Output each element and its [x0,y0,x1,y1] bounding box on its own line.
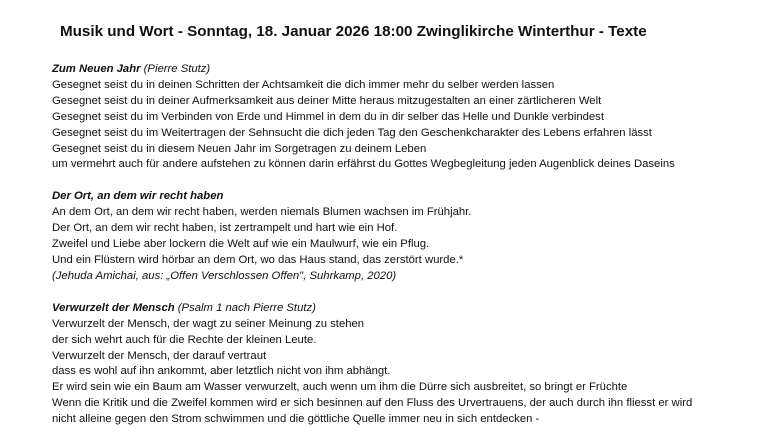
text-line: Verwurzelt der Mensch, der darauf vertraut [52,349,267,362]
section-title: Verwurzelt der Mensch [52,301,175,314]
citation: (Jehuda Amichai, aus: „Offen Verschlossen Offen", Suhrkamp, 2020) [52,269,397,282]
section-heading [52,62,762,78]
text-line: Gesegnet seist du im Weitertragen der Sehnsucht die dich jeden Tag den Geschenkcharakter des Lebens erfahren lässt [52,126,652,139]
section-heading [52,301,762,317]
text-line: nicht alleine gegen den Strom schwimmen und die göttliche Quelle immer neu in sich entdecken - [52,413,540,426]
section-author: (Psalm 1 nach Pierre Stutz) [177,301,316,314]
text-line: An dem Ort, an dem wir recht haben, werden niemals Blumen wachsen im Frühjahr. [52,206,472,219]
text-line: Er wird sein wie ein Baum am Wasser verwurzelt, auch wenn um ihm die Dürre sich ausbreitet, so bringt er Früchte [52,381,628,394]
text-line: Verwurzelt der Mensch, der wagt zu seiner Meinung zu stehen [52,317,365,330]
section-author: (Pierre Stutz) [143,63,211,75]
section-heading [52,189,762,205]
text-line: Und ein Flüstern wird hörbar an dem Ort, wo das Haus stand, das zerstört wurde.* [52,253,464,266]
document-body [52,62,762,444]
text-line: um vermehrt auch für andere aufstehen zu können darin erfährst du Gottes Wegbegleitung jeden Augenblick deines Daseins [52,158,675,171]
text-line: Wenn die Kritik und die Zweifel kommen wird er sich besinnen auf den Fluss des Urvertrauens, der auch durch ihn fliesst er wird [52,397,693,410]
text-line: Gesegnet seist du in deiner Aufmerksamkeit aus deiner Mitte heraus mitzugestalten an einer zärtlicheren Welt [52,94,602,107]
text-line: dass es wohl auf ihn ankommt, aber letztlich nicht von ihm abhängt. [52,365,391,378]
section-der-ort [52,189,762,284]
page-title: Musik und Wort - Sonntag, 18. Januar 2026 18:00 Zwinglikirche Winterthur - Texte [60,23,647,40]
section-zum-neuen-jahr [52,62,762,173]
text-line: Der Ort, an dem wir recht haben, ist zertrampelt und hart wie ein Hof. [52,222,398,235]
text-line: Gesegnet seist du im Verbinden von Erde und Himmel in dem du in dir selber das Helle und Dunkle verbindest [52,110,604,123]
section-title: Zum Neuen Jahr [52,63,141,75]
text-line: Gesegnet seist du in diesem Neuen Jahr im Sorgetragen zu deinem Leben [52,142,427,155]
text-line: der sich wehrt auch für die Rechte der kleinen Leute. [52,333,317,346]
section-title: Der Ort, an dem wir recht haben [52,190,224,203]
section-verwurzelt [52,301,762,428]
text-line: Zweifel und Liebe aber lockern die Welt auf wie ein Maulwurf, wie ein Pflug. [52,238,430,251]
text-line: Gesegnet seist du in deinen Schritten der Achtsamkeit die dich immer mehr du selber werden lassen [52,78,555,91]
